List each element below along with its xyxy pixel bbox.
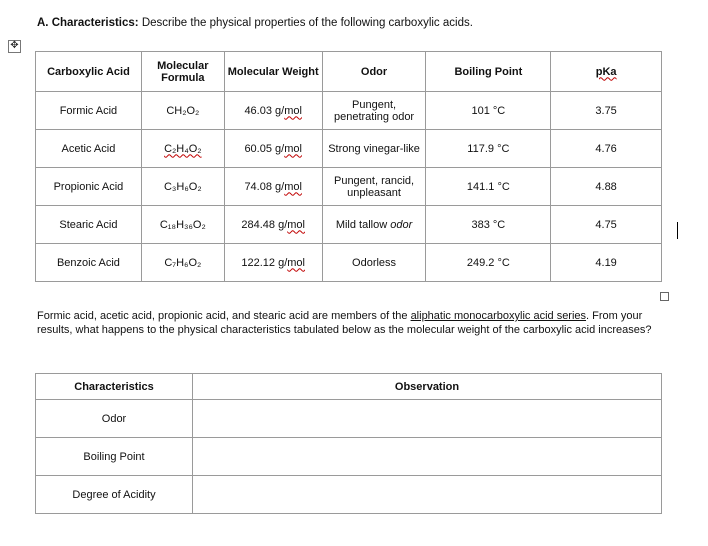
formula-text: C₂H₄O₂	[164, 142, 202, 155]
molecular-formula[interactable]: CH₂O₂	[141, 92, 224, 130]
section-heading-bold: A. Characteristics:	[37, 17, 139, 29]
acid-name[interactable]: Propionic Acid	[36, 168, 142, 206]
paragraph-underlined-text: aliphatic monocarboxylic acid series	[410, 310, 587, 322]
boiling-point[interactable]: 117.9 °C	[426, 130, 551, 168]
acid-name[interactable]: Formic Acid	[36, 92, 142, 130]
observation-input-cell[interactable]	[193, 438, 662, 476]
observation-input-cell[interactable]	[193, 476, 662, 514]
header-odor: Odor	[322, 52, 426, 92]
table-resize-handle[interactable]	[660, 292, 669, 301]
weight-unit: mol	[284, 180, 302, 193]
boiling-point[interactable]: 101 °C	[426, 92, 551, 130]
header-characteristics: Characteristics	[36, 374, 193, 400]
header-molecular-formula: Molecular Formula	[141, 52, 224, 92]
odor-text-italic: odor	[390, 218, 413, 231]
carboxylic-acid-properties-table	[35, 51, 662, 282]
odor-cell[interactable]: Odorless	[322, 244, 426, 282]
molecular-formula[interactable]	[141, 130, 224, 168]
molecular-weight[interactable]	[224, 244, 322, 282]
table-row-propionic	[36, 168, 662, 206]
question-paragraph	[37, 309, 657, 337]
table-row-formic	[36, 92, 662, 130]
pka-value[interactable]: 4.76	[551, 130, 662, 168]
characteristic-label: Odor	[36, 400, 193, 438]
header-pka-text: pKa	[595, 65, 617, 78]
header-pka	[551, 52, 662, 92]
characteristic-label: Boiling Point	[36, 438, 193, 476]
acid-name[interactable]: Acetic Acid	[36, 130, 142, 168]
pka-value[interactable]: 4.75	[551, 206, 662, 244]
pka-value[interactable]: 4.19	[551, 244, 662, 282]
weight-unit: mol	[284, 142, 302, 155]
odor-cell[interactable]: Pungent, penetrating odor	[322, 92, 426, 130]
table-row-acetic	[36, 130, 662, 168]
section-heading	[37, 17, 473, 29]
weight-unit: mol	[287, 218, 305, 231]
pka-value[interactable]: 4.88	[551, 168, 662, 206]
weight-value: 122.12 g/	[241, 256, 288, 269]
paragraph-text-continued: . From your results, what happens to the physical characteristics tabulated below as the molecular weight of the carboxylic acid increases?	[37, 310, 652, 336]
molecular-weight[interactable]	[224, 206, 322, 244]
molecular-formula[interactable]: C₃H₆O₂	[141, 168, 224, 206]
boiling-point[interactable]: 249.2 °C	[426, 244, 551, 282]
table-row-benzoic	[36, 244, 662, 282]
weight-unit: mol	[284, 104, 302, 117]
odor-cell[interactable]: Strong vinegar-like	[322, 130, 426, 168]
weight-unit: mol	[287, 256, 305, 269]
boiling-point[interactable]: 141.1 °C	[426, 168, 551, 206]
paragraph-text: Formic acid, acetic acid, propionic acid, and stearic acid are members of the	[37, 310, 411, 322]
observation-input-cell[interactable]	[193, 400, 662, 438]
boiling-point[interactable]: 383 °C	[426, 206, 551, 244]
acid-name[interactable]: Stearic Acid	[36, 206, 142, 244]
molecular-weight[interactable]	[224, 130, 322, 168]
observation-table	[35, 373, 662, 514]
odor-cell[interactable]	[322, 206, 426, 244]
odor-cell[interactable]: Pungent, rancid, unpleasant	[322, 168, 426, 206]
molecular-formula[interactable]: C₇H₆O₂	[141, 244, 224, 282]
molecular-formula[interactable]: C₁₈H₃₆O₂	[141, 206, 224, 244]
table-row-stearic	[36, 206, 662, 244]
odor-text: Mild tallow	[335, 218, 391, 231]
table-row-odor	[36, 400, 662, 438]
table-header-row	[36, 374, 662, 400]
molecular-weight[interactable]	[224, 168, 322, 206]
molecular-weight[interactable]	[224, 92, 322, 130]
pka-value[interactable]: 3.75	[551, 92, 662, 130]
header-observation: Observation	[193, 374, 662, 400]
text-cursor	[677, 222, 678, 239]
characteristic-label: Degree of Acidity	[36, 476, 193, 514]
section-heading-text: Describe the physical properties of the following carboxylic acids.	[138, 17, 473, 29]
header-carboxylic-acid: Carboxylic Acid	[36, 52, 142, 92]
weight-value: 284.48 g/	[241, 218, 288, 231]
table-move-handle-icon[interactable]: ✥	[8, 40, 21, 53]
acid-name[interactable]: Benzoic Acid	[36, 244, 142, 282]
header-molecular-weight: Molecular Weight	[224, 52, 322, 92]
weight-value: 46.03 g/	[244, 104, 285, 117]
table-row-boiling-point	[36, 438, 662, 476]
weight-value: 60.05 g/	[244, 142, 285, 155]
table-header-row	[36, 52, 662, 92]
weight-value: 74.08 g/	[244, 180, 285, 193]
header-boiling-point: Boiling Point	[426, 52, 551, 92]
table-row-acidity	[36, 476, 662, 514]
